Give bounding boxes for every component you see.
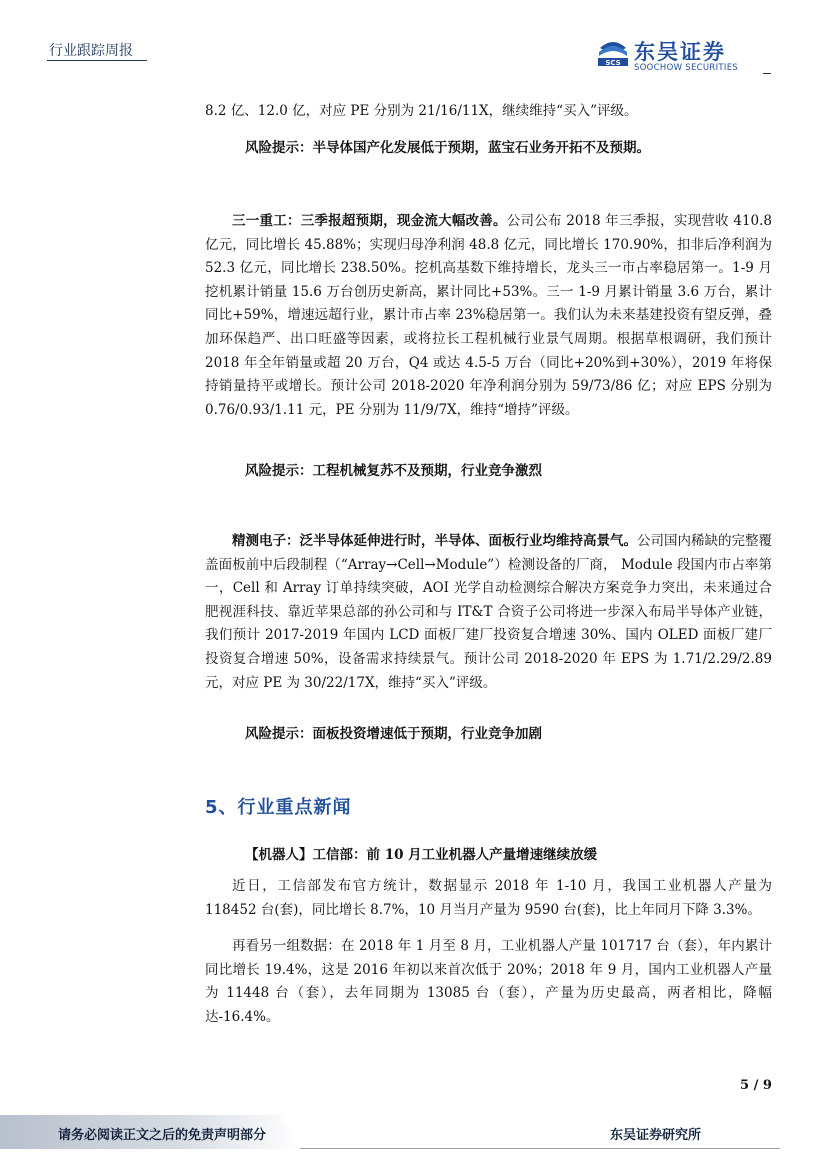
header-mark (763, 73, 771, 74)
section-heading: 5、行业重点新闻 (205, 797, 352, 818)
svg-text:SCS: SCS (605, 59, 621, 67)
page-number: 5 / 9 (740, 1078, 772, 1093)
jingce-paragraph (205, 530, 772, 695)
soochow-logo (596, 34, 776, 74)
header-underline (47, 60, 147, 61)
news-title: 【机器人】工信部：前 10 月工业机器人产量增速继续放缓 (245, 847, 598, 863)
logo-english-name: SOOCHOW SECURITIES (634, 63, 739, 73)
sany-paragraph (205, 210, 772, 422)
jingce-lead: 精测电子：泛半导体延伸进行时，半导体、面板行业均维持高景气。 (232, 533, 637, 549)
logo-chinese-name: 东吴证券 (634, 40, 726, 64)
sany-body: 公司公布 2018 年三季报，实现营收 410.8 亿元，同比增长 45.88%；实现归母净利润 48.8 亿元，同比增长 170.90%，扣非后净利润为 52.3 亿元，同比增长 238.50%。挖机高基数下维持增长，龙头三一市占率稳居第一。1-9 月挖机累计销量 15.6 万台创历史新高，累计同比+53%。三一 1-9 月累计销量 3.6 万台，累计同比+59%，增速远超行业，累计市占率 23%稳居第一。我们认为未来基建投资有望反弹，叠加环保趋严、出口旺盛等因素，或将拉长工程机械行业景气周期。根据草根调研，我们预计 2018 年全年销量或超 20 万台，Q4 或达 4.5-5 万台（同比+20%到+30%），2019 年将保持销量持平或增长。预计公司 2018-2020 年净利润分别为 59/73/86 亿；对应 EPS 分别为 0.76/0.93/1.11 元，PE 分别为 11/9/7X，维持“增持”评级。 (205, 213, 773, 418)
research-institute: 东吴证券研究所 (610, 1128, 702, 1143)
report-type-title: 行业跟踪周报 (49, 43, 133, 59)
disclaimer-note: 请务必阅读正文之后的免责声明部分 (58, 1128, 267, 1143)
sany-lead: 三一重工：三季报超预期，现金流大幅改善。 (232, 213, 507, 229)
footer-rule (300, 1148, 780, 1149)
risk-note-jingce: 风险提示：面板投资增速低于预期，行业竞争加剧 (245, 726, 542, 742)
news-paragraph-1: 近日，工信部发布官方统计，数据显示 2018 年 1-10 月，我国工业机器人产量为 118452 台(套)，同比增长 8.7%，10 月当月产量为 9590 台(套)，比上年同月下降 3.3%。 (205, 878, 772, 918)
risk-note-intro: 风险提示：半导体国产化发展低于预期，蓝宝石业务开拓不及预期。 (245, 140, 650, 156)
news-paragraph-2: 再看另一组数据：在 2018 年 1 月至 8 月，工业机器人产量 101717 台（套），年内累计同比增长 19.4%，这是 2016 年初以来首次低于 20%；2018 年 9 月，国内工业机器人产量为 11448 台（套），去年同期为 13085 台（套），产量为历史最高，两者相比，降幅达-16.4%。 (205, 938, 772, 1025)
risk-note-sany: 风险提示：工程机械复苏不及预期，行业竞争激烈 (245, 463, 542, 479)
scs-logo-icon (596, 34, 630, 68)
intro-continuation: 8.2 亿、12.0 亿，对应 PE 分别为 21/16/11X，继续维持“买入”评级。 (205, 103, 638, 119)
jingce-body: 公司国内稀缺的完整覆盖面板前中后段制程（“Array→Cell→Module”）检测设备的厂商， Module 段国内市占率第一，Cell 和 Array 订单持续突破，AOI 光学自动检测综合解决方案竞争力突出，未来通过合肥视涯科技、靠近苹果总部的孙公司和与 IT&T 合资子公司将进一步深入布局半导体产业链，我们预计 2017-2019 年国内 LCD 面板厂建厂投资复合增速 30%、国内 OLED 面板厂建厂投资复合增速 50%，设备需求持续景气。预计公司 2018-2020 年 EPS 为 1.71/2.29/2.89 元，对应 PE 为 30/22/17X，维持“买入”评级。 (205, 533, 772, 691)
